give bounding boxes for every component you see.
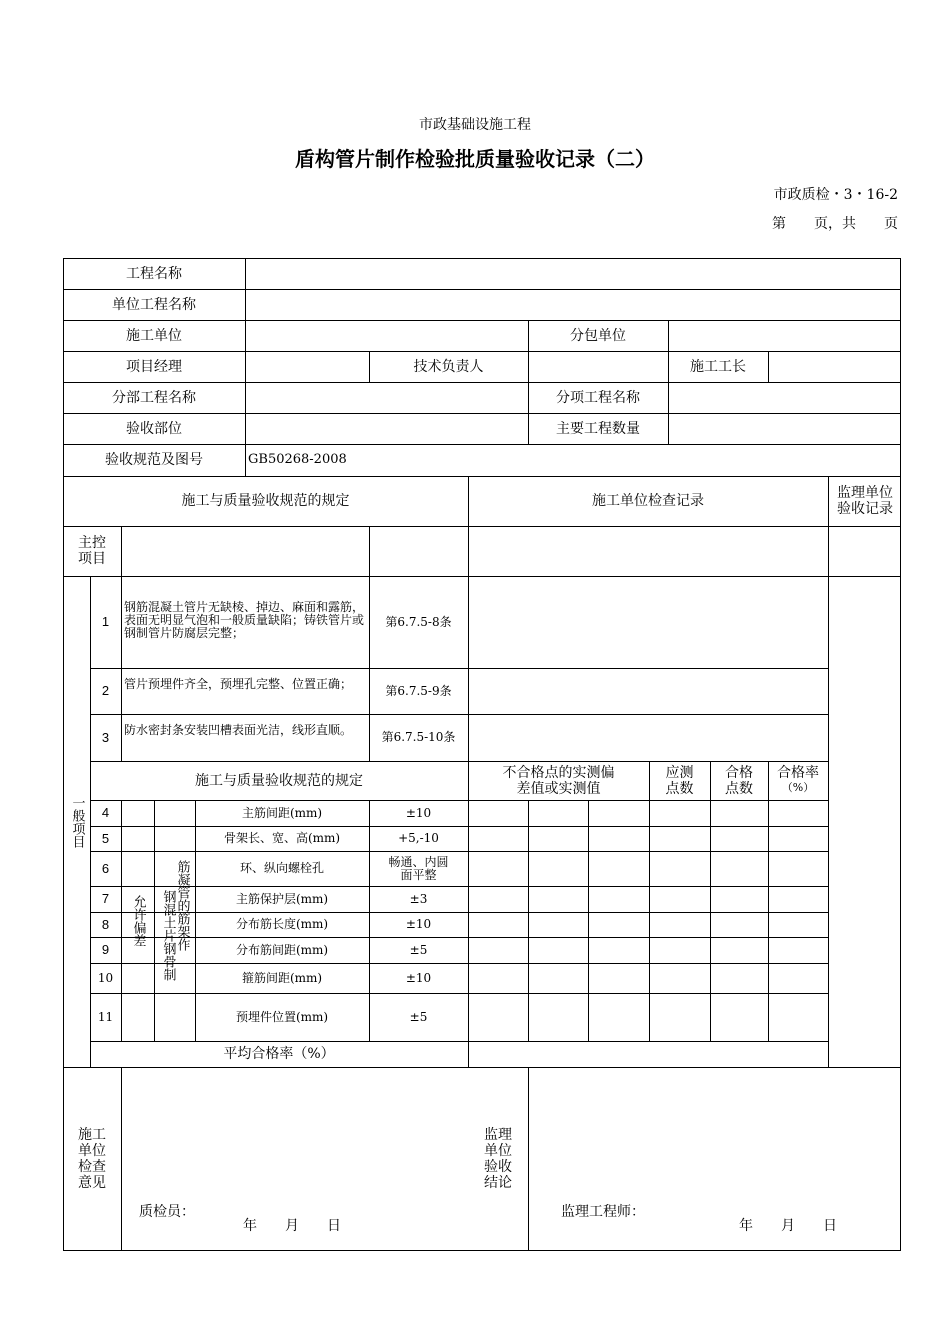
row-no-2: 2 bbox=[101, 683, 110, 698]
avg-pass-rate-label: 平均合格率（%） bbox=[223, 1046, 335, 1062]
main-control-label: 主控项目 bbox=[78, 535, 106, 567]
dev-item-5: 骨架长、宽、高(mm) bbox=[223, 831, 341, 845]
rebar-cage-group-b: 筋凝管的筋架作 bbox=[174, 860, 190, 951]
foreman-field[interactable] bbox=[768, 351, 901, 382]
pass-rate-unit: （%） bbox=[781, 781, 815, 794]
dev-item-7: 主筋保护层(mm) bbox=[235, 891, 329, 906]
division-label: 分部工程名称 bbox=[112, 389, 196, 406]
category-title: 市政基础设施工程 bbox=[419, 117, 531, 133]
construction-unit-field[interactable] bbox=[245, 320, 528, 351]
dev-tol-4: ±10 bbox=[405, 805, 432, 820]
rebar-cage-label bbox=[154, 800, 195, 1041]
form-title: 盾构管片制作检验批质量验收记录（二） bbox=[295, 147, 655, 171]
dev-tol-8: ±10 bbox=[405, 917, 432, 931]
technical-lead-field[interactable] bbox=[528, 351, 668, 382]
engineer-label: 监理工程师： bbox=[561, 1204, 645, 1220]
project-manager-label: 项目经理 bbox=[126, 358, 182, 375]
row-desc-3: 防水密封条安装凹槽表面光洁，线形直顺。 bbox=[124, 723, 353, 737]
allow-label: 允许偏差 bbox=[130, 894, 146, 947]
row-desc-1: 钢筋混凝土管片无缺棱、掉边、麻面和露筋，表面无明显气泡和一般质量缺陷；铸铁管片或钢制管片防腐层完整； bbox=[124, 600, 365, 640]
unit-project-field[interactable] bbox=[245, 289, 901, 320]
page-info: 第 页，共 页 bbox=[772, 216, 898, 232]
general-items-label: 一般项目 bbox=[69, 795, 85, 848]
dev-item-11: 预埋件位置(mm) bbox=[235, 1009, 329, 1024]
dev-tol-6: 畅通、内圆面平整 bbox=[388, 854, 449, 882]
dev-no-9: 9 bbox=[101, 942, 110, 957]
subdivision-field[interactable] bbox=[668, 382, 901, 413]
dev-no-6: 6 bbox=[101, 860, 110, 876]
acceptance-part-field[interactable] bbox=[245, 413, 528, 444]
inspector-label: 质检员： bbox=[139, 1204, 195, 1220]
points-passed-header: 合格点数 bbox=[725, 764, 753, 797]
main-quantity-label: 主要工程数量 bbox=[556, 420, 640, 437]
main-control-record[interactable] bbox=[468, 526, 828, 576]
supervisor-header: 监理单位验收记录 bbox=[837, 485, 893, 517]
dev-tol-7: ±3 bbox=[409, 891, 428, 906]
unit-date: 年 月 日 bbox=[243, 1218, 341, 1234]
pass-rate-label: 合格率 bbox=[777, 765, 819, 781]
deviation-spec-header: 施工与质量验收规范的规定 bbox=[195, 772, 363, 789]
subcontractor-label: 分包单位 bbox=[570, 327, 626, 344]
unit-project-label: 单位工程名称 bbox=[112, 296, 196, 313]
dev-no-4: 4 bbox=[101, 805, 110, 820]
dev-no-10: 10 bbox=[97, 970, 114, 985]
dev-no-5: 5 bbox=[101, 830, 110, 846]
dev-item-10: 箍筋间距(mm) bbox=[241, 970, 323, 985]
subdivision-label: 分项工程名称 bbox=[556, 389, 640, 406]
unit-opinion-label: 施工单位检查意见 bbox=[78, 1127, 106, 1191]
dev-item-8: 分布筋长度(mm) bbox=[235, 917, 329, 931]
row-clause-1: 第6.7.5-8条 bbox=[385, 614, 452, 629]
row-clause-3: 第6.7.5-10条 bbox=[381, 730, 456, 744]
avg-pass-rate-field[interactable] bbox=[468, 1041, 828, 1067]
row-clause-2: 第6.7.5-9条 bbox=[385, 683, 452, 698]
subcontractor-field[interactable] bbox=[668, 320, 901, 351]
dev-no-8: 8 bbox=[101, 916, 110, 932]
main-control-desc[interactable] bbox=[121, 526, 369, 576]
spec-header: 施工与质量验收规范的规定 bbox=[181, 493, 350, 509]
technical-lead-label: 技术负责人 bbox=[413, 358, 484, 375]
project-name-field[interactable] bbox=[245, 258, 901, 289]
rebar-cage-group-a: 钢混土片钢骨制 bbox=[160, 890, 176, 981]
form-code: 市政质检・3・16-2 bbox=[773, 187, 898, 203]
dev-item-9: 分布筋间距(mm) bbox=[235, 942, 329, 957]
supervisor-conclusion-label: 监理单位验收结论 bbox=[484, 1127, 512, 1191]
dev-tol-9: ±5 bbox=[409, 942, 428, 957]
division-field[interactable] bbox=[245, 382, 528, 413]
row-desc-2: 管片预埋件齐全，预埋孔完整、位置正确； bbox=[124, 677, 353, 691]
dev-no-7: 7 bbox=[101, 891, 110, 906]
dev-no-11: 11 bbox=[97, 1009, 114, 1024]
pass-rate-header bbox=[768, 765, 828, 794]
project-name-label: 工程名称 bbox=[126, 265, 182, 282]
standard-label: 验收规范及图号 bbox=[105, 452, 203, 468]
row-no-1: 1 bbox=[101, 614, 110, 629]
dev-tol-5: +5,-10 bbox=[398, 831, 439, 845]
deviation-measured-header: 不合格点的实测偏差值或实测值 bbox=[502, 764, 615, 797]
unit-check-header: 施工单位检查记录 bbox=[592, 493, 704, 509]
row-no-3: 3 bbox=[101, 729, 110, 745]
supervisor-date: 年 月 日 bbox=[739, 1218, 837, 1234]
foreman-label: 施工工长 bbox=[690, 358, 746, 375]
dev-tol-11: ±5 bbox=[409, 1009, 428, 1024]
dev-tol-10: ±10 bbox=[405, 970, 432, 985]
points-required-header: 应测点数 bbox=[665, 764, 694, 797]
standard-value: GB50268-2008 bbox=[248, 452, 347, 467]
main-control-clause[interactable] bbox=[369, 526, 468, 576]
project-manager-field[interactable] bbox=[245, 351, 369, 382]
construction-unit-label: 施工单位 bbox=[126, 327, 182, 344]
dev-item-4: 主筋间距(mm) bbox=[241, 805, 323, 820]
dev-item-6: 环、纵向螺栓孔 bbox=[239, 861, 324, 875]
main-quantity-field[interactable] bbox=[668, 413, 901, 444]
acceptance-part-label: 验收部位 bbox=[126, 420, 182, 437]
